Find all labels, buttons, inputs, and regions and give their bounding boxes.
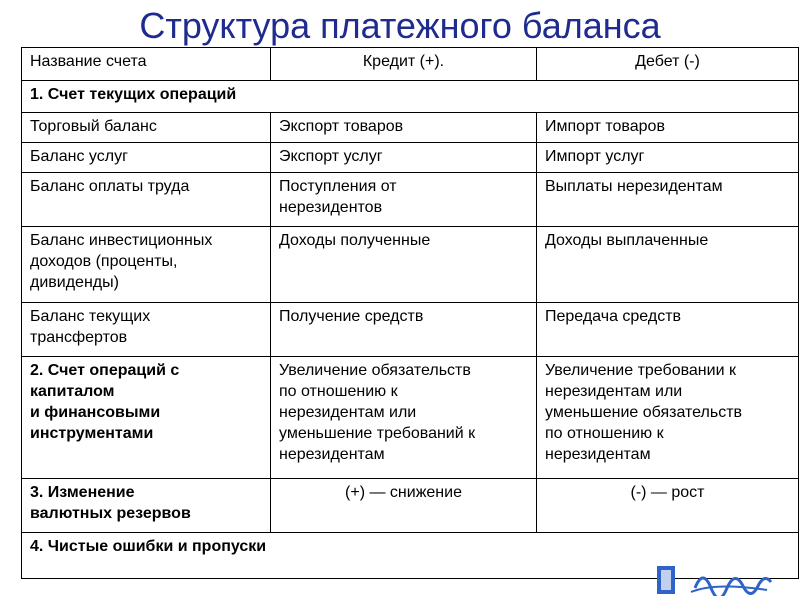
row-credit: Экспорт услуг — [271, 143, 537, 173]
reserves-debit: (-) — рост — [537, 479, 799, 533]
row-debit: Выплаты нерезидентам — [537, 173, 799, 227]
row-name: Баланс текущих трансфертов — [22, 303, 271, 357]
row-name: Баланс инвестиционных доходов (проценты, дивиденды) — [22, 227, 271, 303]
table-row — [22, 113, 799, 143]
row-name: Баланс оплаты труда — [22, 173, 271, 227]
section-current-account: 1. Счет текущих операций — [22, 81, 799, 113]
table-row — [22, 143, 799, 173]
table-row — [22, 303, 799, 357]
capital-account-credit: Увеличение обязательств по отношению к нерезидентам или уменьшение требований к нерезидентам — [271, 357, 537, 479]
table-row — [22, 227, 799, 303]
row-credit: Получение средств — [271, 303, 537, 357]
row-debit: Импорт товаров — [537, 113, 799, 143]
row-credit: Поступления от нерезидентов — [271, 173, 537, 227]
section-errors-omissions: 4. Чистые ошибки и пропуски — [22, 533, 799, 579]
row-debit: Импорт услуг — [537, 143, 799, 173]
institution-logo-icon — [655, 560, 775, 596]
row-debit: Передача средств — [537, 303, 799, 357]
capital-account-row — [22, 357, 799, 479]
header-debit: Дебет (-) — [537, 48, 799, 81]
reserves-name: 3. Изменение валютных резервов — [22, 479, 271, 533]
row-credit: Доходы полученные — [271, 227, 537, 303]
page-title: Структура платежного баланса — [139, 5, 661, 46]
table-header-row — [22, 48, 799, 81]
reserves-credit: (+) — снижение — [271, 479, 537, 533]
row-debit: Доходы выплаченные — [537, 227, 799, 303]
row-credit: Экспорт товаров — [271, 113, 537, 143]
header-account-name: Название счета — [22, 48, 271, 81]
capital-account-name: 2. Счет операций с капиталом и финансовыми инструментами — [22, 357, 271, 479]
section-current-account-row — [22, 81, 799, 113]
row-name: Торговый баланс — [22, 113, 271, 143]
header-credit: Кредит (+). — [271, 48, 537, 81]
reserves-row — [22, 479, 799, 533]
table-row — [22, 173, 799, 227]
balance-structure-table — [21, 47, 799, 579]
row-name: Баланс услуг — [22, 143, 271, 173]
capital-account-debit: Увеличение требовании к нерезидентам или уменьшение обязательств по отношению к нерезидентам — [537, 357, 799, 479]
